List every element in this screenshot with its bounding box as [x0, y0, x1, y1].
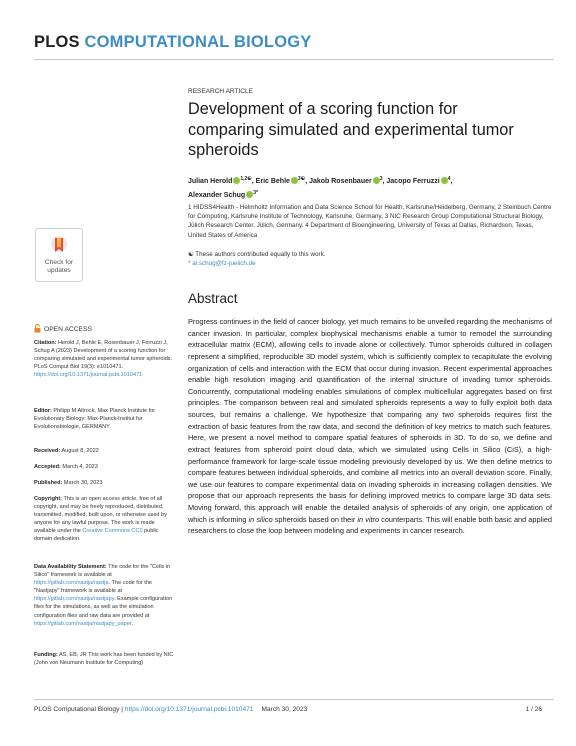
abstract-body [188, 316, 552, 537]
nastjapy-paper-link[interactable]: https://gitlab.com/nastja/nastjapy_paper [34, 620, 132, 627]
citation-doi-link[interactable]: https://doi.org/10.1371/journal.pcbi.1010471 [34, 372, 143, 379]
received-block [34, 447, 174, 455]
author-name[interactable]: Alexander Schug [188, 191, 246, 199]
accepted-label: Accepted: [34, 464, 61, 470]
funding-label: Funding: [34, 652, 58, 658]
accepted-block [34, 463, 174, 471]
badge-label [36, 259, 82, 275]
nastjapy-link[interactable]: https://gitlab.com/nastja/nastjapy [34, 596, 115, 603]
journal-header [34, 33, 311, 52]
funding-text: AS, EB, JR This work has been funded by NIC (John von Neumann Institute for Computing) [34, 652, 174, 667]
das-text: . Example configuration files for the simulations, as well as the simulation configuration files and raw data are provided at [34, 596, 173, 619]
footer-journal: PLOS Computational Biology [34, 706, 120, 713]
header-divider [34, 59, 554, 60]
journal-name: COMPUTATIONAL BIOLOGY [84, 33, 312, 51]
citation-text: Herold J, Behle E, Rosenbauer J, Ferruzzi J, Schug A (2023) Development of a scoring function for comparing simulated and experimental tumor spheroids. PLoS Comput Biol 19(3): e1010471. [34, 340, 173, 371]
das-label: Data Availability Statement: [34, 564, 107, 570]
open-access-text: OPEN ACCESS [44, 326, 92, 333]
nastja-link[interactable]: https://gitlab.com/nastja/nastja [34, 580, 109, 587]
author-notes [188, 250, 548, 268]
editor-label: Editor: [34, 408, 52, 414]
published-date: March 30, 2023 [62, 480, 103, 486]
funding-block [34, 651, 174, 667]
badge-label-line: updates [47, 267, 71, 274]
author-separator: , [382, 178, 387, 185]
author-name[interactable]: Julian Herold [188, 178, 233, 185]
footer-separator: | [119, 706, 125, 713]
copyright-block [34, 495, 174, 544]
abstract-text: Progress continues in the field of cancer biology, yet much remains to be unveiled regarding the mechanisms of cancer invasion. In particular, complex biophysical mechanisms enable a tumor to remodel the surrounding extracellular matrix (ECM), allowing cells to invade alone or collectively. Tumor spheroids cultured in collagen represent a simplified, reproducible 3D model system, which is sufficiently complex to recapitulate the evolving organization of cells and interaction with the ECM that occur during invasion. Recent experimental approaches enable high resolution imaging and quantification of the internal structure of invading tumor spheroids. Concurrently, computational modeling enables simulations of complex multicellular aggregates based on first principles. The comparison between real and simulated spheroids represents a way to fully exploit both data sources, but remains a challenge. We hypothesize that comparing any two spheroids requires first the extraction of basic features from the raw data, and second the definition of key metrics to match such features. Here, we present a novel method to compare spatial features of spheroids in 3D. To do so, we define and extract features from spheroid point cloud data, which we simulated using Cells in Silico (CiS), a high-performance framework for large-scale tissue modeling previously developed by us. We then define metrics to compare features between individual spheroids, and combine all metrics into an overall deviation score. Finally, we use our features to compare experimental data on invading spheroids in increasing collagen densities. We propose that our approach represents the basis for defining improved metrics to compare large 3D data sets. Moving forward, this approach will enable the detailed analysis of spheroids of any origin, one application of which is informing [188, 317, 552, 524]
page-number: 1 / 26 [525, 706, 542, 713]
received-date: August 8, 2022 [60, 448, 99, 454]
das-text: . The code for the "Nastjapy" framework is available at [34, 580, 153, 595]
author-affil-sup: 4 [447, 176, 451, 182]
equal-contribution-note: ☯ These authors contributed equally to this work. [188, 251, 326, 258]
das-text: The code for the "Cells in Silico" framework is available at [34, 564, 171, 579]
citation-label: Citation: [34, 340, 57, 346]
data-availability-block [34, 563, 174, 628]
published-label: Published: [34, 480, 63, 486]
footer-divider [34, 699, 554, 700]
abstract-italic: in vitro [357, 514, 380, 524]
abstract-text: counterparts. This will enable both basic and applied researchers to close the loop between modeling and experiments in cancer research. [188, 514, 552, 536]
orcid-icon[interactable] [373, 177, 380, 184]
author-separator: , [305, 178, 310, 185]
orcid-icon[interactable] [291, 177, 298, 184]
affiliations: 1 HIDSS4Health - Helmholtz Information and Data Science School for Health, Karlsruhe/Heidelberg, Germany, 2 Steinbuch Centre for Computing, Karlsruhe Institute of Technology, Karlsruhe, Germany, 3 NIC Research Group Computational Structural Biology, Jülich Research Center, Jülich, Germany, 4 Department of Bioengineering, University of Texas at Dallas, Richardson, Texas, United States of America [188, 204, 552, 239]
das-text: . [131, 620, 133, 627]
copyright-text: This is an open access article, free of all copyright, and may be freely reproduced, distributed, transmitted, modified, built upon, or otherwise used by anyone for any lawful purpose. The work is made available under the [34, 496, 167, 535]
author-separator: , [251, 178, 256, 185]
check-for-updates-badge[interactable] [35, 228, 83, 282]
abstract-italic: in silico [248, 514, 273, 524]
page-footer [34, 706, 307, 713]
author-name[interactable]: Jakob Rosenbauer [309, 178, 372, 185]
accepted-date: March 4, 2023 [60, 464, 98, 470]
received-label: Received: [34, 448, 61, 454]
badge-label-line: Check for [44, 259, 74, 266]
journal-publisher: PLOS [34, 33, 80, 51]
article-type: RESEARCH ARTICLE [188, 88, 253, 95]
copyright-label: Copyright: [34, 496, 63, 502]
author-separator: , [450, 178, 453, 185]
author-affil-sup: 3 [379, 176, 383, 182]
copyright-text: public domain dedication. [34, 528, 159, 543]
author-name[interactable]: Eric Behle [255, 178, 290, 185]
open-lock-icon [34, 324, 41, 333]
footer-doi-link[interactable]: https://doi.org/10.1371/journal.pcbi.1010471 [124, 706, 254, 713]
abstract-heading: Abstract [188, 291, 238, 306]
author-list [188, 174, 548, 201]
orcid-icon[interactable] [441, 177, 448, 184]
footer-date: March 30, 2023 [261, 706, 308, 713]
open-access-label [34, 324, 92, 333]
author-affil-sup: 1,2☯ [240, 176, 252, 182]
abstract-text: spheroids based on their [272, 514, 358, 524]
bookmark-icon [50, 235, 68, 257]
corresponding-email[interactable]: * al.schug@fz-juelich.de [188, 260, 256, 267]
editor-block [34, 407, 174, 431]
author-affil-sup: 3☯ [297, 176, 306, 182]
citation-block [34, 339, 174, 379]
article-title: Development of a scoring function for comparing simulated and experimental tumor spheroids [188, 100, 514, 159]
editor-text: Philipp M Altrock, Max Planck Institute for Evolutionary Biology: Max-Planck-Institut fur Evolutionsbiologie, GERMANY [34, 408, 156, 431]
published-block [34, 479, 174, 487]
author-affil-sup: 3* [253, 189, 258, 196]
cc0-link[interactable]: Creative Commons CC0 [82, 528, 143, 535]
author-name[interactable]: Jacopo Ferruzzi [386, 178, 440, 185]
